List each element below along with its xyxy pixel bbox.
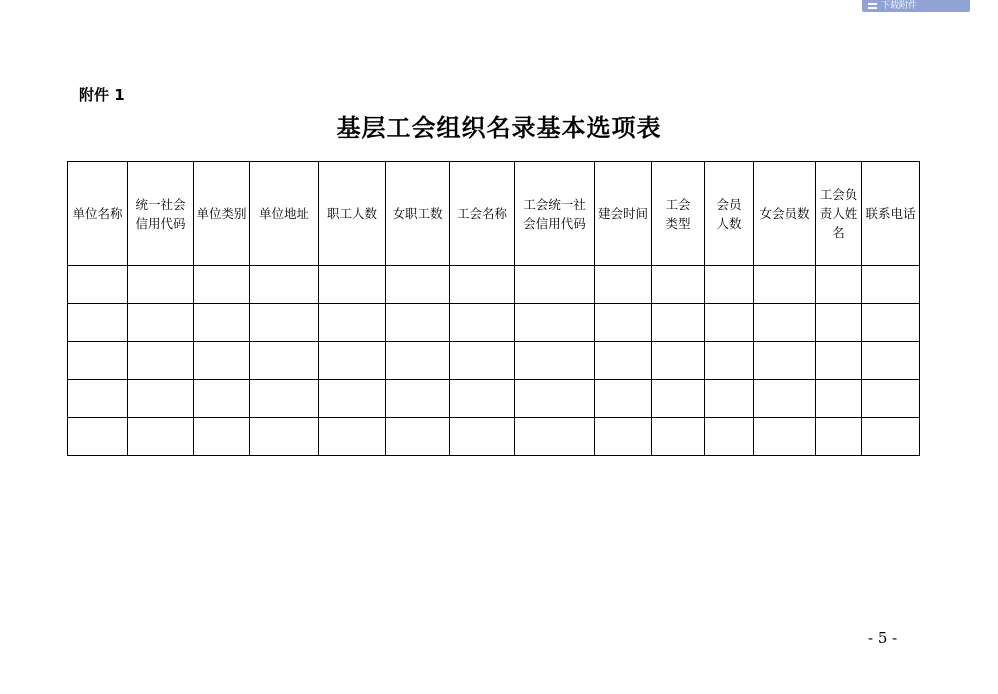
table-cell[interactable] [816, 304, 862, 342]
table-cell[interactable] [319, 380, 386, 418]
table-cell[interactable] [595, 380, 652, 418]
table-cell[interactable] [862, 342, 920, 380]
table-cell[interactable] [754, 304, 816, 342]
header-cell: 女会员数 [754, 162, 816, 266]
table-cell[interactable] [595, 418, 652, 456]
table-cell[interactable] [515, 418, 595, 456]
table-cell[interactable] [816, 380, 862, 418]
table-cell[interactable] [816, 342, 862, 380]
table-cell[interactable] [595, 266, 652, 304]
header-cell: 单位地址 [250, 162, 319, 266]
table-row [68, 418, 920, 456]
table-cell[interactable] [386, 418, 450, 456]
table-cell[interactable] [250, 342, 319, 380]
table-cell[interactable] [250, 418, 319, 456]
table-cell[interactable] [250, 304, 319, 342]
table-cell[interactable] [194, 380, 250, 418]
table-cell[interactable] [128, 266, 194, 304]
table-cell[interactable] [194, 304, 250, 342]
table-cell[interactable] [450, 418, 515, 456]
table-cell[interactable] [652, 380, 705, 418]
table-cell[interactable] [194, 266, 250, 304]
table-cell[interactable] [250, 380, 319, 418]
table-cell[interactable] [450, 266, 515, 304]
table-cell[interactable] [705, 380, 754, 418]
header-cell: 女职工数 [386, 162, 450, 266]
table-header-row [68, 162, 920, 266]
page-number: - 5 - [868, 629, 898, 647]
table-cell[interactable] [194, 418, 250, 456]
table-cell[interactable] [68, 380, 128, 418]
header-cell: 会员人数 [705, 162, 754, 266]
attachment-label: 附件 1 [79, 86, 125, 104]
table-row [68, 266, 920, 304]
table-cell[interactable] [816, 418, 862, 456]
table-cell[interactable] [705, 304, 754, 342]
table-cell[interactable] [652, 342, 705, 380]
table-cell[interactable] [862, 380, 920, 418]
table-cell[interactable] [386, 304, 450, 342]
table-cell[interactable] [652, 266, 705, 304]
table-cell[interactable] [816, 266, 862, 304]
header-cell: 联系电话 [862, 162, 920, 266]
table-cell[interactable] [128, 380, 194, 418]
table-cell[interactable] [515, 266, 595, 304]
table-cell[interactable] [652, 418, 705, 456]
table-cell[interactable] [595, 304, 652, 342]
page-title: 基层工会组织名录基本选项表 [336, 113, 662, 142]
table-cell[interactable] [754, 266, 816, 304]
directory-table [67, 161, 920, 456]
table-cell[interactable] [595, 342, 652, 380]
table-cell[interactable] [68, 304, 128, 342]
table-row [68, 304, 920, 342]
header-cell: 工会统一社会信用代码 [515, 162, 595, 266]
table-cell[interactable] [128, 304, 194, 342]
table-cell[interactable] [705, 266, 754, 304]
table-cell[interactable] [450, 342, 515, 380]
table-cell[interactable] [68, 342, 128, 380]
table-cell[interactable] [705, 418, 754, 456]
table-cell[interactable] [386, 380, 450, 418]
table-row [68, 342, 920, 380]
table-cell[interactable] [128, 342, 194, 380]
table-cell[interactable] [515, 304, 595, 342]
header-cell: 统一社会信用代码 [128, 162, 194, 266]
table-cell[interactable] [386, 342, 450, 380]
header-cell: 工会类型 [652, 162, 705, 266]
table-row [68, 380, 920, 418]
header-cell: 工会名称 [450, 162, 515, 266]
table-cell[interactable] [68, 266, 128, 304]
table-cell[interactable] [319, 418, 386, 456]
header-cell: 单位类别 [194, 162, 250, 266]
table-cell[interactable] [515, 380, 595, 418]
table-cell[interactable] [754, 342, 816, 380]
table-cell[interactable] [862, 304, 920, 342]
table-cell[interactable] [450, 380, 515, 418]
table-cell[interactable] [250, 266, 319, 304]
table-cell[interactable] [515, 342, 595, 380]
table-cell[interactable] [68, 418, 128, 456]
table-cell[interactable] [319, 342, 386, 380]
table-cell[interactable] [386, 266, 450, 304]
table-cell[interactable] [652, 304, 705, 342]
table-cell[interactable] [319, 266, 386, 304]
download-attachment-button[interactable] [862, 0, 970, 12]
table-cell[interactable] [862, 266, 920, 304]
table-cell[interactable] [128, 418, 194, 456]
table-cell[interactable] [754, 418, 816, 456]
table-cell[interactable] [862, 418, 920, 456]
header-cell: 建会时间 [595, 162, 652, 266]
header-cell: 单位名称 [68, 162, 128, 266]
list-icon [868, 2, 877, 10]
table-cell[interactable] [450, 304, 515, 342]
header-cell: 职工人数 [319, 162, 386, 266]
table-cell[interactable] [754, 380, 816, 418]
table-cell[interactable] [319, 304, 386, 342]
table-cell[interactable] [705, 342, 754, 380]
download-attachment-label: 下载附件 [881, 1, 918, 11]
header-cell: 工会负责人姓名 [816, 162, 862, 266]
table-cell[interactable] [194, 342, 250, 380]
